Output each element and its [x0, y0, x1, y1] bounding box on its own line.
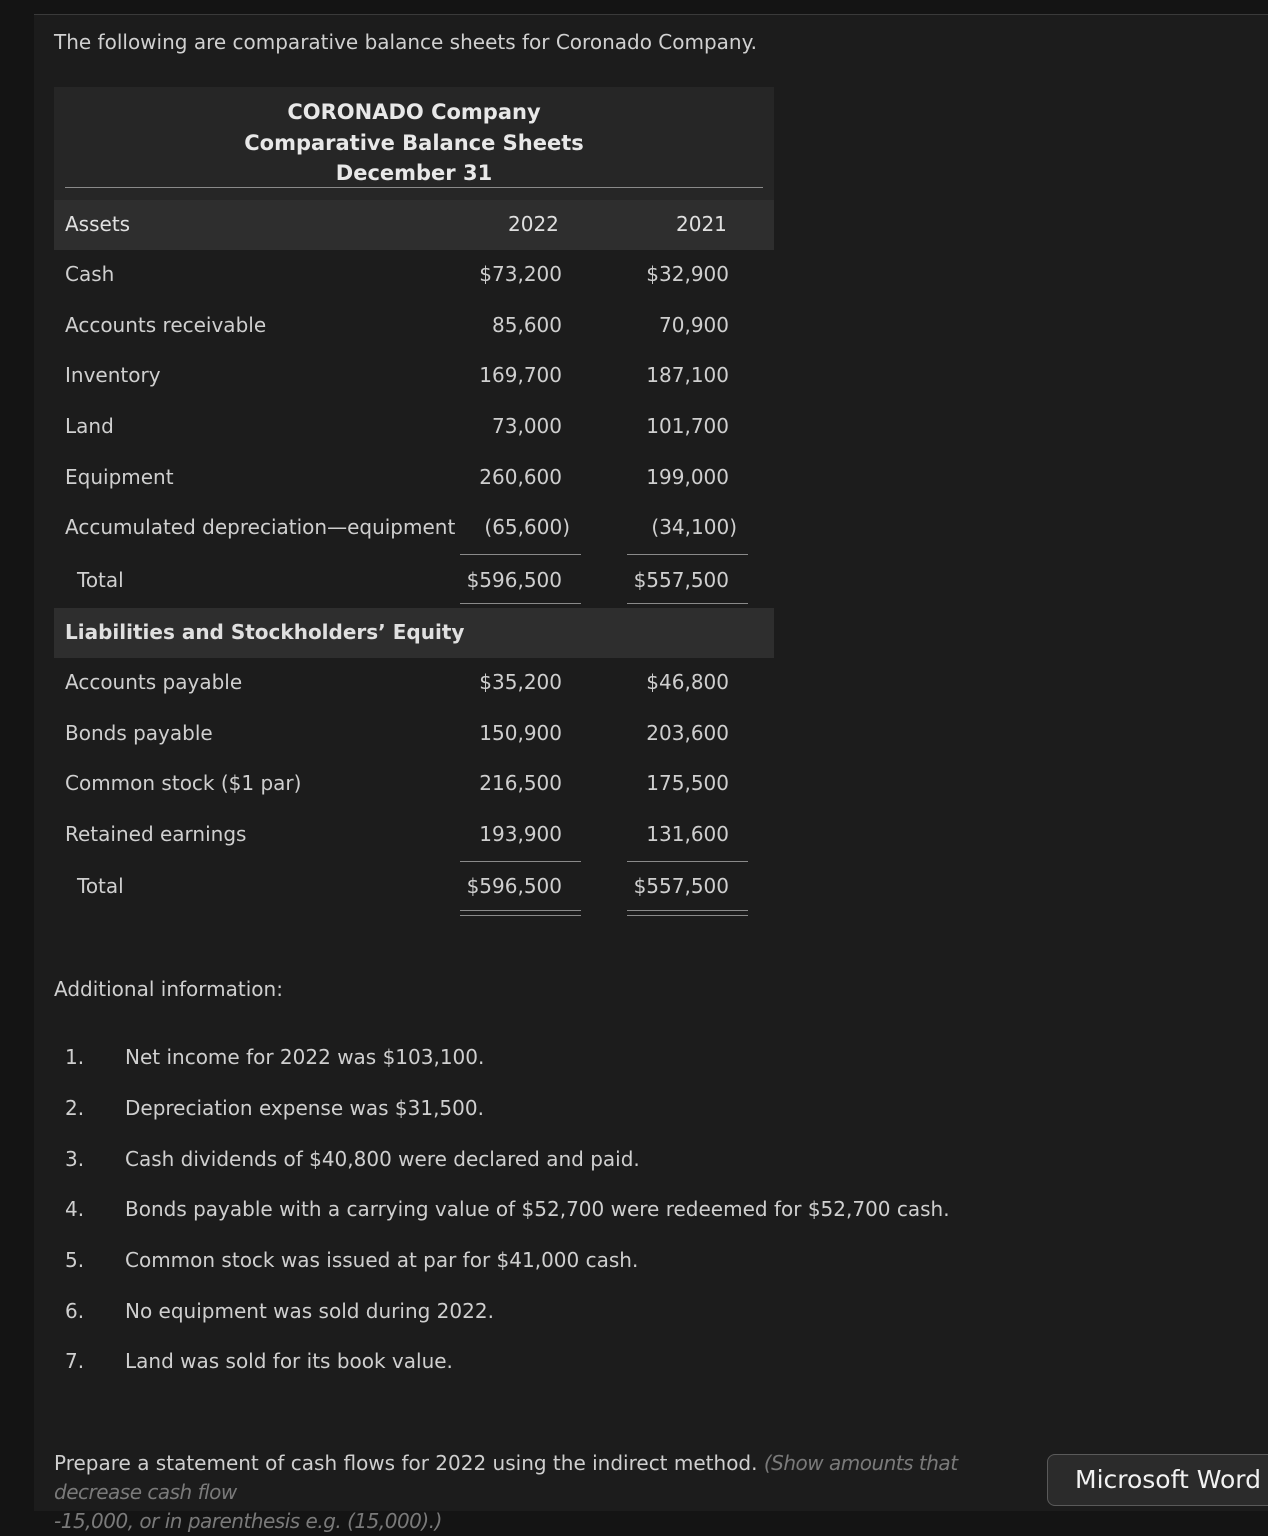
value-2021: 131,600	[646, 822, 729, 846]
microsoft-word-button[interactable]	[1047, 1454, 1268, 1506]
item-number: 5.	[65, 1248, 85, 1272]
total-double-rule	[460, 910, 581, 916]
table-row	[0, 771, 780, 811]
table-row	[0, 363, 780, 403]
item-number: 1.	[65, 1045, 85, 1069]
liabilities-heading: Liabilities and Stockholders’ Equity	[65, 620, 465, 644]
statement-date: December 31	[335, 161, 493, 185]
table-row	[0, 515, 780, 555]
assets-heading: Assets	[65, 212, 131, 236]
list-item	[0, 1299, 1000, 1329]
additional-info-heading: Additional information:	[54, 977, 283, 1001]
statement-name: Comparative Balance Sheets	[244, 130, 584, 155]
row-label: Land	[65, 414, 114, 438]
item-text: Bonds payable with a carrying value of $52,700 were redeemed for $52,700 cash.	[125, 1197, 950, 1221]
total-double-rule	[627, 910, 748, 916]
liabilities-total-row	[0, 874, 780, 914]
row-label: Common stock ($1 par)	[65, 771, 302, 795]
value-2021: $32,900	[646, 262, 729, 286]
table-row	[0, 670, 780, 710]
table-row	[0, 262, 780, 302]
value-2022: 216,500	[479, 771, 562, 795]
header-rule	[65, 187, 763, 188]
value-2022: 169,700	[479, 363, 562, 387]
value-2021: 199,000	[646, 465, 729, 489]
list-item	[0, 1147, 1000, 1177]
company-name: CORONADO Company	[287, 100, 541, 124]
item-text: No equipment was sold during 2022.	[125, 1299, 494, 1323]
liabilities-heading-row	[54, 608, 774, 658]
item-number: 7.	[65, 1349, 85, 1373]
instructions-hint-1: (Show amounts that decrease cash flow	[54, 1451, 958, 1504]
value-2022: 193,900	[479, 822, 562, 846]
value-2022: 260,600	[479, 465, 562, 489]
row-label: Inventory	[65, 363, 161, 387]
row-label: Retained earnings	[65, 822, 247, 846]
value-2022: $596,500	[466, 874, 562, 898]
value-2022: 150,900	[479, 721, 562, 745]
subtotal-rule	[460, 861, 581, 862]
value-2022: $35,200	[479, 670, 562, 694]
balance-sheet-header	[54, 87, 774, 250]
instructions	[54, 1449, 1044, 1536]
subtotal-rule	[627, 554, 748, 555]
value-2021: (34,100)	[651, 515, 737, 539]
assets-total-row	[0, 568, 780, 608]
row-label: Accumulated depreciation—equipment	[65, 515, 456, 539]
value-2022: 85,600	[492, 313, 562, 337]
table-row	[0, 313, 780, 353]
item-number: 2.	[65, 1096, 85, 1120]
item-text: Net income for 2022 was $103,100.	[125, 1045, 485, 1069]
row-label: Cash	[65, 262, 115, 286]
value-2021: $46,800	[646, 670, 729, 694]
row-label: Total	[77, 568, 124, 592]
subtotal-rule	[627, 861, 748, 862]
table-row	[0, 465, 780, 505]
table-row	[0, 822, 780, 862]
value-2021: 175,500	[646, 771, 729, 795]
sheet-title	[54, 97, 774, 189]
item-text: Depreciation expense was $31,500.	[125, 1096, 484, 1120]
subtotal-rule	[460, 554, 581, 555]
list-item	[0, 1349, 1000, 1379]
column-header-row	[54, 200, 774, 250]
item-text: Land was sold for its book value.	[125, 1349, 453, 1373]
instructions-text: Prepare a statement of cash flows for 2022 using the indirect method.	[54, 1451, 758, 1475]
table-row	[0, 721, 780, 761]
list-item	[0, 1197, 1000, 1227]
row-label: Total	[77, 874, 124, 898]
item-number: 6.	[65, 1299, 85, 1323]
list-item	[0, 1045, 1000, 1075]
row-label: Bonds payable	[65, 721, 213, 745]
list-item	[0, 1248, 1000, 1278]
list-item	[0, 1096, 1000, 1126]
microsoft-word-label: Microsoft Word	[1075, 1465, 1261, 1494]
item-number: 4.	[65, 1197, 85, 1221]
row-label: Accounts receivable	[65, 313, 267, 337]
value-2022: 73,000	[492, 414, 562, 438]
value-2022: $73,200	[479, 262, 562, 286]
value-2021: $557,500	[633, 874, 729, 898]
value-2021: $557,500	[633, 568, 729, 592]
table-row	[0, 414, 780, 454]
column-2022: 2022	[508, 212, 559, 236]
column-2021: 2021	[676, 212, 727, 236]
value-2021: 101,700	[646, 414, 729, 438]
item-text: Cash dividends of $40,800 were declared and paid.	[125, 1147, 640, 1171]
value-2021: 70,900	[659, 313, 729, 337]
row-label: Accounts payable	[65, 670, 243, 694]
value-2022: (65,600)	[484, 515, 570, 539]
value-2022: $596,500	[466, 568, 562, 592]
instructions-hint-2: -15,000, or in parenthesis e.g. (15,000).)	[54, 1509, 442, 1533]
value-2021: 187,100	[646, 363, 729, 387]
intro-text: The following are comparative balance sheets for Coronado Company.	[54, 30, 757, 54]
item-number: 3.	[65, 1147, 85, 1171]
value-2021: 203,600	[646, 721, 729, 745]
item-text: Common stock was issued at par for $41,000 cash.	[125, 1248, 639, 1272]
row-label: Equipment	[65, 465, 174, 489]
